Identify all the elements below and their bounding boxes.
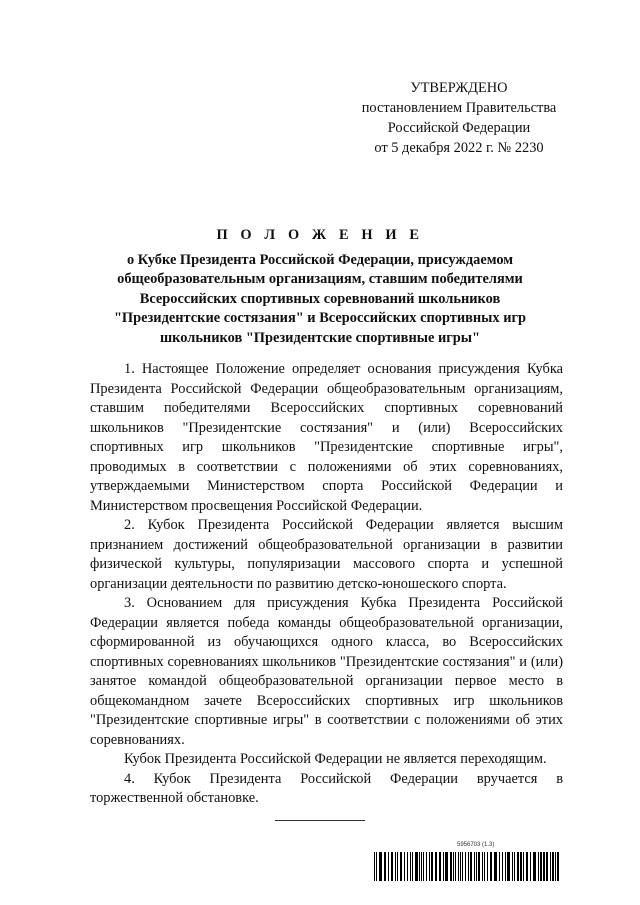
document-code: 5956703 (1.3): [457, 842, 495, 848]
approval-stamp: УТВЕРЖДЕНО: [410, 80, 508, 96]
title-heading: П О Л О Ж Е Н И Е: [216, 227, 424, 243]
approval-authority-country: Российской Федерации: [387, 120, 531, 136]
paragraph-4: 4. Кубок Президента Российской Федерации вручается в торжественной обстановке.: [90, 770, 563, 806]
approval-block: [344, 78, 574, 158]
paragraph-3-note: Кубок Президента Российской Федерации не является переходящим.: [124, 751, 547, 767]
title-line-1: о Кубке Президента Российской Федерации, присуждаемом: [126, 251, 514, 268]
approval-authority: постановлением Правительства: [361, 100, 557, 116]
title-line-3: Всероссийских спортивных соревнований школьников: [139, 290, 501, 307]
title-line-2: общеобразовательным организациям, ставшим победителями: [117, 271, 523, 287]
title-line-5: школьников "Президентские спортивные игры": [159, 329, 481, 346]
paragraph-1: 1. Настоящее Положение определяет основания присуждения Кубка Президента Российской Федерации общеобразовательным организациям, ставшим победителями Всероссийских спортивных соревнований школьников "Президентские состязания" и (или) Всероссийских спортивных игр школьников "Президентские спортивные игры", проводимых в соответствии с положениями об этих соревнованиях, утверждаемыми Министерством спорта Российской Федерации и Министерством просвещения Российской Федерации.: [90, 361, 563, 514]
title-line-4: "Президентские состязания" и Всероссийских спортивных игр: [113, 310, 527, 326]
approval-date-number: от 5 декабря 2022 г. № 2230: [374, 140, 544, 156]
document-title: [60, 226, 580, 348]
document-body: [90, 360, 563, 809]
paragraph-2: 2. Кубок Президента Российской Федерации является высшим признанием достижений общеобразовательной организации в развитии физической культуры, популяризации массового спорта и успешной организации деятельности по развитию детско-юношеского спорта.: [90, 517, 563, 592]
paragraph-3: 3. Основанием для присуждения Кубка Президента Российской Федерации является победа команды общеобразовательной организации, сформированной из обучающихся одного класса, во Всероссийских спортивных соревнованиях школьников "Президентские состязания" и (или) занятое командой общеобразовательной организации первое место в общекомандном зачете Всероссийских спортивных игр школьников "Президентские спортивные игры" в соответствии с положениями об этих соревнованиях.: [90, 595, 563, 748]
end-rule: [275, 820, 365, 821]
barcode: [374, 852, 560, 881]
